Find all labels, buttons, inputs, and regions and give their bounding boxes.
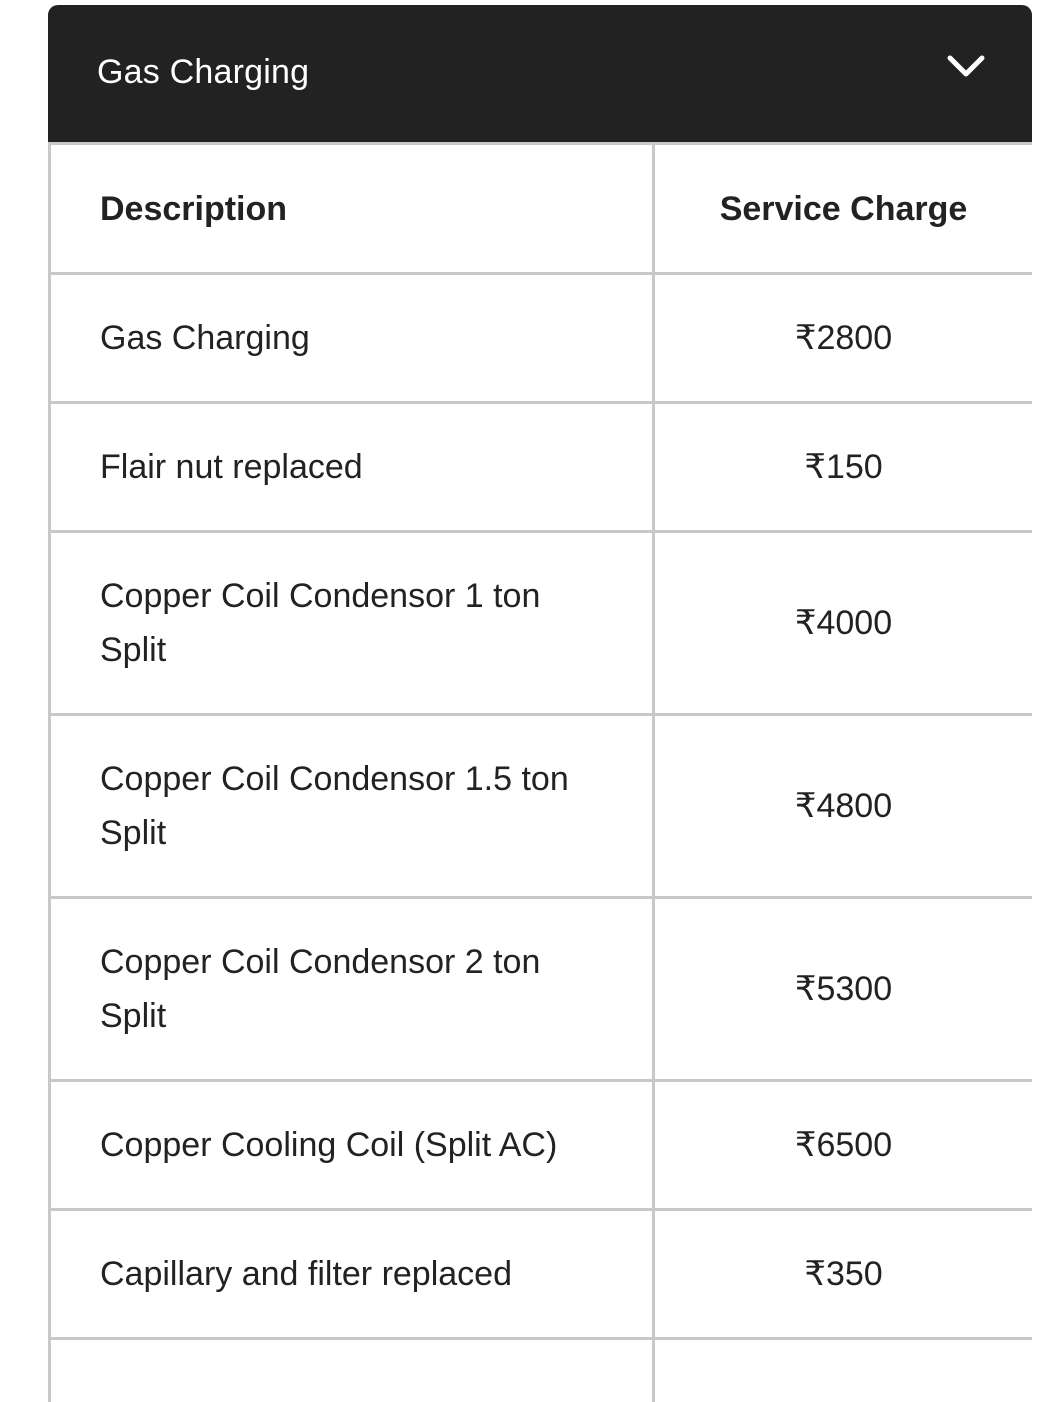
- accordion-title: Gas Charging: [97, 52, 309, 92]
- row-description: Copper Coil Condensor 1 ton Split: [50, 532, 654, 715]
- table-row: [50, 1081, 1033, 1210]
- table-row: [50, 1339, 1033, 1402]
- table-row: [50, 532, 1033, 715]
- row-charge: ₹4000: [654, 532, 1033, 715]
- table-row: [50, 898, 1033, 1081]
- row-description: Copper Coil Condensor 2 ton Split: [50, 898, 654, 1081]
- row-charge: ₹2800: [654, 274, 1033, 403]
- table-row: [50, 403, 1033, 532]
- row-charge: ₹6500: [654, 1081, 1033, 1210]
- accordion-header-gas-charging[interactable]: [48, 5, 1032, 142]
- row-description: Copper Coil Condensor 1.5 ton Split: [50, 715, 654, 898]
- row-charge: ₹4800: [654, 715, 1033, 898]
- service-charge-table: [48, 142, 1032, 1402]
- row-charge: [654, 1339, 1033, 1402]
- row-charge: ₹150: [654, 403, 1033, 532]
- row-description: Gas Charging: [50, 274, 654, 403]
- row-description: Copper Cooling Coil (Split AC): [50, 1081, 654, 1210]
- table-row: [50, 274, 1033, 403]
- row-charge: ₹5300: [654, 898, 1033, 1081]
- table-row: [50, 715, 1033, 898]
- column-header-service-charge: Service Charge: [654, 144, 1033, 274]
- table-header-row: [50, 144, 1033, 274]
- table-row: [50, 1210, 1033, 1339]
- column-header-description: Description: [50, 144, 654, 274]
- row-description: Capillary and filter replaced: [50, 1210, 654, 1339]
- row-description: [50, 1339, 654, 1402]
- chevron-down-icon[interactable]: [946, 51, 986, 81]
- row-charge: ₹350: [654, 1210, 1033, 1339]
- row-description: Flair nut replaced: [50, 403, 654, 532]
- service-charge-table-container: [48, 142, 1032, 1402]
